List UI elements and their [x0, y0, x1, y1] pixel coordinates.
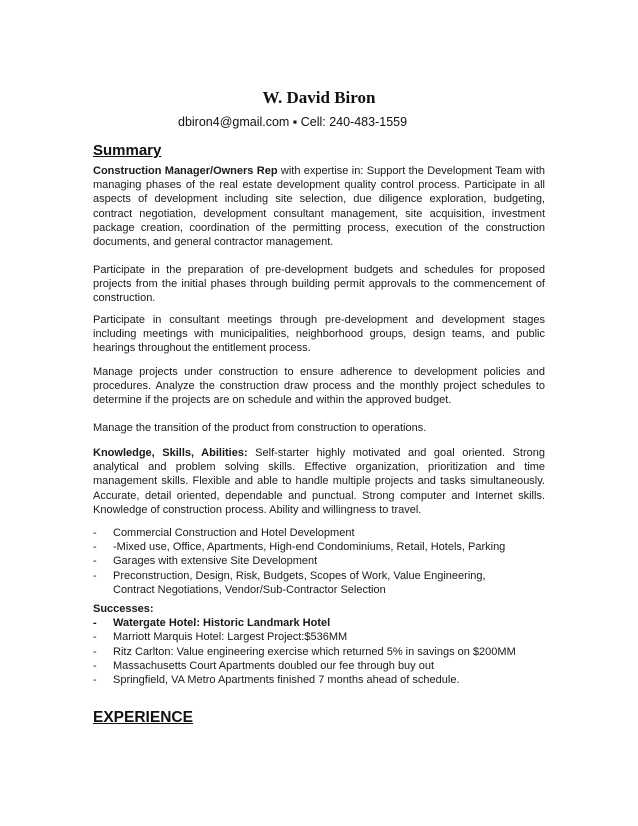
- role-description: with expertise in: Support the Development Team with managing phases of the real estate development quality control process. Participate in all aspects of development including site selection, due diligence exploration, budgeting, contract negotiation, development consultant management, site acquisition, investment package creation, coordination of the permitting process, execution of the construction documents, and general contractor management.: [93, 165, 545, 249]
- experience-heading: EXPERIENCE: [93, 709, 193, 726]
- summary-paragraph-3: Participate in consultant meetings through pre-development and development stages including meetings with municipalities, neighborhood groups, design teams, and public hearings throughout the entitlement process.: [93, 314, 545, 355]
- summary-heading: Summary: [93, 142, 162, 159]
- summary-paragraph-5: Manage the transition of the product from construction to operations.: [93, 422, 427, 434]
- list-item: - Massachusetts Court Apartments doubled our fee through buy out: [93, 659, 435, 672]
- role-title: Construction Manager/Owners Rep: [93, 165, 278, 177]
- contact-line: dbiron4@gmail.com ▪ Cell: 240-483-1559: [178, 115, 408, 129]
- featured-success: - Watergate Hotel: Historic Landmark Hotel: [93, 617, 331, 630]
- skills-list: [93, 526, 563, 597]
- list-item: - -Mixed use, Office, Apartments, High-end Condominiums, Retail, Hotels, Parking: [93, 541, 506, 554]
- ksa-text: Self-starter highly motivated and goal oriented. Strong analytical and problem solving skills. Effective organization, prioritization and time management skills. Flexible and able to handle multiple projects and tasks simultaneously. Accurate, detail oriented, dependable and punctual. Strong computer and Internet skills. Knowledge of construction process. Ability and willingness to travel.: [93, 447, 545, 516]
- candidate-name: W. David Biron: [262, 88, 376, 107]
- ksa-paragraph: [93, 446, 545, 517]
- list-item: - Preconstruction, Design, Risk, Budgets, Scopes of Work, Value Engineering, Contract Negotiations, Vendor/Sub-Contractor Selection: [93, 569, 486, 596]
- list-item: - Marriott Marquis Hotel: Largest Project:$536MM: [93, 631, 348, 644]
- successes-title: Successes:: [93, 603, 154, 615]
- list-item: - Ritz Carlton: Value engineering exercise which returned 5% in savings on $200MM: [93, 645, 516, 658]
- ksa-label: Knowledge, Skills, Abilities:: [93, 447, 248, 459]
- list-item: - Garages with extensive Site Development: [93, 555, 318, 568]
- successes-section: [93, 602, 563, 687]
- summary-paragraph-1: [93, 164, 545, 249]
- list-item: - Springfield, VA Metro Apartments finished 7 months ahead of schedule.: [93, 674, 460, 687]
- summary-paragraph-4: Manage projects under construction to ensure adherence to development policies and procedures. Analyze the construction draw process and the monthly project schedules to determine if the projects are on schedule and within the approved budget.: [93, 366, 545, 407]
- summary-paragraph-2: Participate in the preparation of pre-development budgets and schedules for proposed projects from the initial phases through building permit approvals to the commencement of construction.: [93, 264, 545, 305]
- list-item: - Commercial Construction and Hotel Development: [93, 527, 355, 539]
